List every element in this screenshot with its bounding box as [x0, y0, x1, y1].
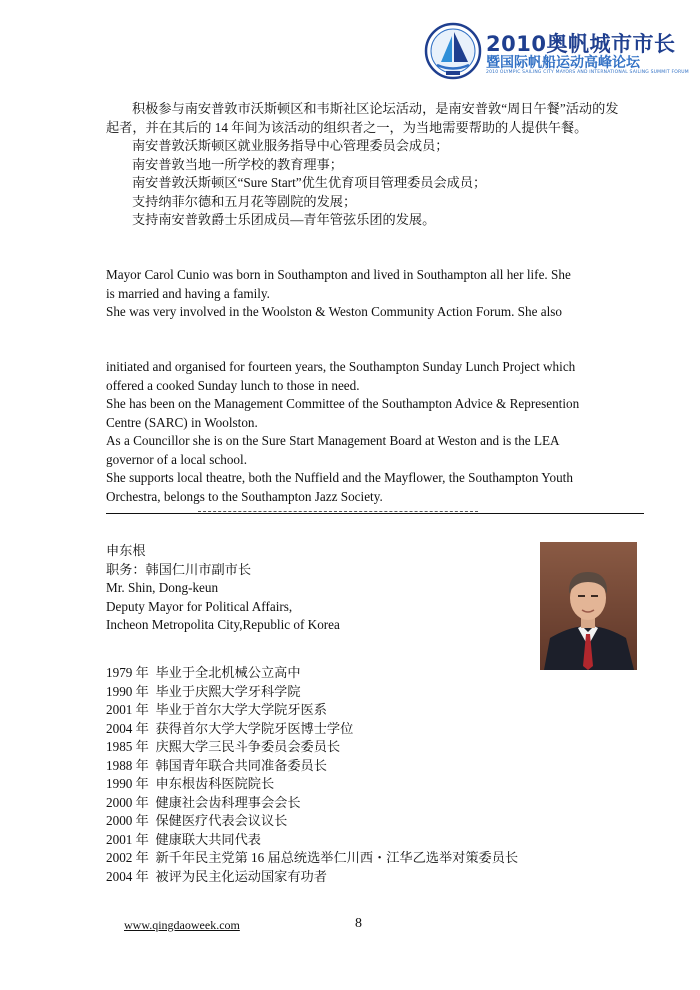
chinese-bio — [106, 100, 622, 230]
timeline-event: 庆熙大学三民斗争委员会委员长 — [155, 739, 341, 754]
english-bio-line: As a Councillor she is on the Sure Start Management Board at Weston and is the LEA — [106, 433, 560, 448]
logo-subtitle: 暨国际帆船运动高峰论坛 — [486, 55, 640, 71]
timeline-event: 被评为民主化运动国家有功者 — [155, 868, 327, 884]
profile-name-en: Mr. Shin, Dong-keun — [106, 580, 219, 595]
timeline-event: 健康联大共同代表 — [155, 831, 261, 847]
timeline-year: 1990 年 — [106, 683, 149, 699]
timeline-year: 1985 年 — [106, 739, 149, 754]
english-bio-line: She has been on the Management Committee of the Southampton Advice & Represention — [106, 396, 580, 411]
page-number: 8 — [355, 916, 362, 931]
timeline-event: 毕业于全北机械公立高中 — [155, 665, 301, 680]
timeline-row — [106, 738, 646, 757]
english-bio-top — [106, 266, 626, 322]
timeline-event: 毕业于首尔大学大学院牙医系 — [155, 702, 327, 717]
chinese-bio-line: 支持南安普敦爵士乐团成员—青年管弦乐团的发展。 — [132, 212, 436, 227]
sailboat-emblem-icon — [424, 22, 482, 80]
timeline-row — [106, 664, 646, 683]
chinese-bio-paragraph: 积极参与南安普敦市沃斯顿区和韦斯社区论坛活动，是南安普敦“周日午餐”活动的发起者，并在其后的 14 年间为该活动的组织者之一，为当地需要帮助的人提供午餐。 — [106, 101, 619, 135]
english-bio-line: Mayor Carol Cunio was born in Southampton and lived in Southampton all her life. She — [106, 267, 571, 282]
timeline-year: 2000 年 — [106, 813, 149, 828]
timeline-event: 保健医疗代表会议议长 — [155, 813, 288, 828]
timeline-event: 申东根齿科医院院长 — [155, 776, 275, 791]
profile-title-cn: 职务：韩国仁川市副市长 — [106, 561, 252, 577]
english-bio-line: She was very involved in the Woolston & Weston Community Action Forum. She also — [106, 304, 563, 319]
section-divider — [106, 513, 644, 514]
timeline-year: 2001 年 — [106, 702, 149, 717]
english-bio-line: governor of a local school. — [106, 451, 247, 467]
english-bio-line: is married and having a family. — [106, 285, 270, 301]
timeline-row — [106, 831, 646, 850]
career-timeline — [106, 664, 646, 886]
section-divider-dash — [198, 511, 478, 512]
timeline-event: 新千年民主党第 16 届总统选举仁川西・江华乙选举对策委员长 — [155, 850, 519, 865]
chinese-bio-line: 南安普敦沃斯顿区“Sure Start”优生优育项目管理委员会成员； — [132, 175, 487, 190]
profile-name-cn: 申东根 — [106, 543, 146, 558]
timeline-row — [106, 868, 646, 887]
profile-org-en: Incheon Metropolita City,Republic of Korea — [106, 617, 340, 632]
logo-tagline: 2010 OLYMPIC SAILING CITY MAYORS AND INTERNATIONAL SAILING SUMMIT FORUM — [486, 70, 689, 75]
timeline-row — [106, 812, 646, 831]
chinese-bio-line: 南安普敦当地一所学校的教育理事； — [132, 156, 343, 172]
timeline-event: 韩国青年联合共同准备委员长 — [155, 757, 327, 773]
timeline-row — [106, 775, 646, 794]
timeline-year: 2004 年 — [106, 720, 149, 736]
timeline-row — [106, 794, 646, 813]
chinese-bio-line: 南安普敦沃斯顿区就业服务指导中心管理委员会成员； — [132, 138, 449, 153]
logo-title: 2010奥帆城市市长 — [486, 32, 676, 56]
timeline-row — [106, 757, 646, 776]
english-bio-line: She supports local theatre, both the Nuffield and the Mayflower, the Southampton Youth — [106, 470, 573, 485]
timeline-year: 2002 年 — [106, 850, 149, 865]
english-bio-line: offered a cooked Sunday lunch to those in need. — [106, 377, 360, 393]
profile-info — [106, 542, 526, 635]
timeline-year: 1990 年 — [106, 776, 149, 791]
portrait-photo — [540, 542, 637, 670]
timeline-row — [106, 701, 646, 720]
timeline-event: 获得首尔大学大学院牙医博士学位 — [155, 720, 354, 736]
timeline-year: 1979 年 — [106, 665, 149, 680]
timeline-row — [106, 720, 646, 739]
profile-title-en: Deputy Mayor for Political Affairs, — [106, 598, 293, 614]
english-bio-line: Centre (SARC) in Woolston. — [106, 414, 258, 430]
timeline-event: 毕业于庆熙大学牙科学院 — [155, 683, 301, 699]
english-bio-line: Orchestra, belongs to the Southampton Jazz Society. — [106, 488, 383, 504]
english-bio-bottom — [106, 358, 626, 506]
timeline-year: 2001 年 — [106, 831, 149, 847]
footer-website-link[interactable]: www.qingdaoweek.com — [124, 918, 240, 932]
chinese-bio-line: 支持纳菲尔德和五月花等剧院的发展； — [132, 193, 357, 209]
timeline-event: 健康社会齿科理事会会长 — [155, 794, 301, 810]
timeline-year: 1988 年 — [106, 757, 149, 773]
timeline-year: 2004 年 — [106, 868, 149, 884]
english-bio-line: initiated and organised for fourteen years, the Southampton Sunday Lunch Project which — [106, 359, 576, 374]
timeline-year: 2000 年 — [106, 794, 149, 810]
timeline-row — [106, 683, 646, 702]
forum-logo — [424, 22, 689, 82]
timeline-row — [106, 849, 646, 868]
